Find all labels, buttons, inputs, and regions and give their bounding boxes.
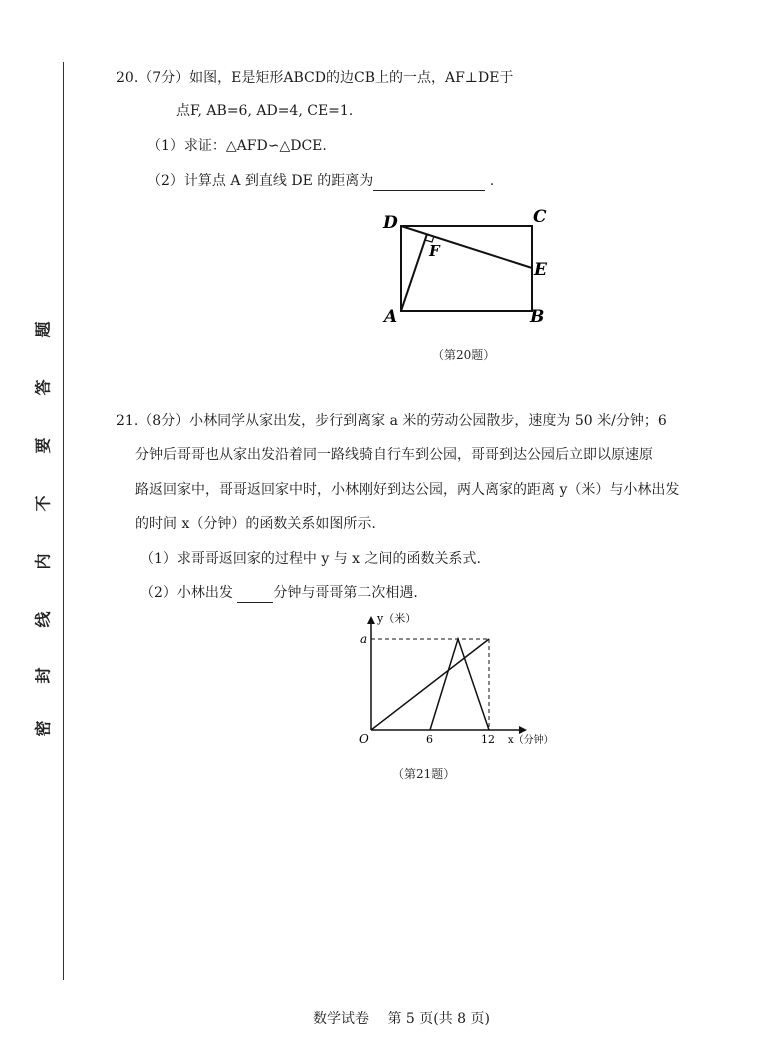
x-axis-label: x（分钟） bbox=[508, 735, 554, 746]
q21-part-2-suffix: 分钟与哥哥第二次相遇. bbox=[273, 585, 418, 601]
q21-part-2 bbox=[140, 583, 418, 603]
label-c: C bbox=[533, 207, 547, 227]
q20-figure-caption: （第20题） bbox=[432, 348, 496, 362]
label-b: B bbox=[530, 307, 545, 327]
seal-margin-line bbox=[63, 62, 64, 980]
a-label: a bbox=[360, 632, 368, 646]
tick-12: 12 bbox=[481, 733, 495, 746]
seal-char: 密 bbox=[33, 720, 53, 737]
brother-line bbox=[430, 639, 489, 730]
q20-part-2-prefix: （2）计算点 A 到直线 DE 的距离为 bbox=[147, 173, 374, 189]
origin-label: O bbox=[359, 732, 369, 746]
label-a: A bbox=[384, 307, 398, 327]
q21-stem-line-4: 的时间 x（分钟）的函数关系如图所示. bbox=[135, 516, 376, 532]
label-d: D bbox=[383, 213, 398, 233]
label-e: E bbox=[534, 260, 547, 280]
seal-char: 答 bbox=[33, 379, 53, 396]
q21-answer-blank[interactable] bbox=[237, 586, 273, 603]
seal-char: 线 bbox=[33, 611, 53, 628]
tick-6: 6 bbox=[426, 733, 433, 746]
q21-function-graph bbox=[350, 610, 560, 750]
seal-char: 题 bbox=[33, 321, 53, 338]
q21-stem-line-3: 路返回家中，哥哥返回家中时，小林刚好到达公园，两人离家的距离 y（米）与小林出发 bbox=[135, 482, 680, 498]
q20-stem-line-1: 20.（7分）如图，E是矩形ABCD的边CB上的一点，AF⊥DE于 bbox=[116, 70, 514, 86]
seal-char: 封 bbox=[33, 667, 53, 684]
y-axis-arrow bbox=[367, 616, 375, 624]
label-f: F bbox=[429, 242, 440, 260]
page-footer: 数学试卷 第 5 页(共 8 页) bbox=[313, 1011, 490, 1027]
q21-figure-caption: （第21题） bbox=[392, 767, 456, 781]
q20-part-2-suffix: . bbox=[489, 173, 495, 189]
seal-char: 要 bbox=[33, 437, 53, 454]
xiaolin-line bbox=[371, 639, 489, 730]
q20-part-2 bbox=[147, 171, 494, 191]
y-axis-label: y（米） bbox=[377, 612, 417, 625]
q20-answer-blank[interactable] bbox=[373, 174, 485, 191]
q21-stem-line-1: 21.（8分）小林同学从家出发，步行到离家 a 米的劳动公园散步，速度为 50 米/分钟；6 bbox=[116, 413, 667, 429]
segment-de bbox=[401, 226, 532, 268]
q20-stem-line-2: 点F, AB=6, AD=4, CE=1. bbox=[176, 103, 354, 119]
q21-part-1: （1）求哥哥返回家的过程中 y 与 x 之间的函数关系式. bbox=[140, 551, 481, 567]
q21-stem-line-2: 分钟后哥哥也从家出发沿着同一路线骑自行车到公园，哥哥到达公园后立即以原速原 bbox=[135, 447, 653, 463]
x-axis-arrow bbox=[519, 726, 527, 734]
seal-char: 不 bbox=[33, 495, 53, 512]
q20-rectangle-figure bbox=[375, 200, 555, 330]
seal-char: 内 bbox=[33, 553, 53, 570]
q20-part-1: （1）求证：△AFD∽△DCE. bbox=[147, 138, 327, 154]
rectangle-abcd bbox=[401, 226, 532, 311]
q21-part-2-prefix: （2）小林出发 bbox=[140, 585, 233, 601]
segment-af bbox=[401, 234, 427, 311]
